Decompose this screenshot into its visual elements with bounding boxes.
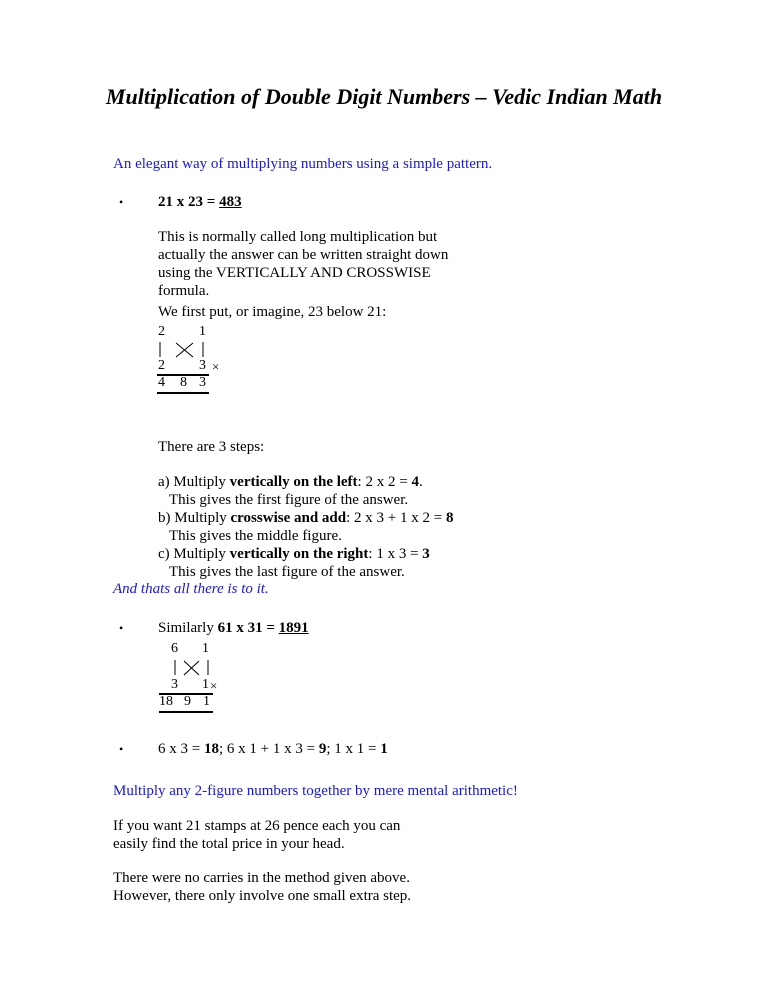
example1-equation [158,193,242,211]
example1-setup-text: We first put, or imagine, 23 below 21: [158,304,387,320]
step-a [158,473,453,491]
paragraph-line: easily find the total price in your head. [113,836,345,852]
paragraph-line: This is normally called long multiplication but [158,229,438,245]
step-bold: vertically on the left [229,474,358,490]
example2-result: 1891 [278,620,309,636]
step-b [158,509,453,527]
intro-text: An elegant way of multiplying numbers using a simple pattern. [113,156,493,172]
thats-all-text: And thats all there is to it. [113,581,269,597]
calc-result: 9 [318,741,327,757]
bullet: • [119,621,124,635]
example2-prefix: Similarly [158,620,218,636]
step-bold: crosswise and add [230,510,347,526]
vertical-crosswise-lines [156,341,210,359]
step-text: : 2 x 3 + 1 x 2 = [346,510,446,526]
diagram-top-right: 1 [202,641,209,656]
diagram-rule [159,711,213,713]
example1-paragraph [158,228,448,300]
mental-arithmetic-text: Multiply any 2-figure numbers together by mere mental arithmetic! [113,783,518,799]
step-text: : 1 x 3 = [368,546,423,562]
example1-eq-text: 21 x 23 = [158,194,220,210]
bullet: • [119,195,124,209]
step-b-note: This gives the middle figure. [169,528,342,544]
step-text: : 2 x 2 = [357,474,412,490]
calc-text: ; 6 x 1 + 1 x 3 = [218,741,319,757]
example3-line [158,740,388,758]
diagram-bottom-right: 3 [199,358,206,373]
step-a-note: This gives the first figure of the answer. [169,492,409,508]
answer-digit: 9 [184,694,191,709]
step-text: . [418,474,423,490]
diagram-top-left: 6 [171,641,178,656]
step-c [158,545,453,563]
answer-digit: 1 [203,694,210,709]
step-result: 4 [411,474,419,490]
answer-digit: 8 [180,375,187,390]
calc-result: 18 [203,741,219,757]
carries-paragraph [113,869,411,905]
diagram-top-right: 1 [199,324,206,339]
steps-list [158,473,453,581]
example1-result: 483 [219,194,242,210]
step-bold: vertically on the right [229,546,369,562]
paragraph-line: using the VERTICALLY AND CROSSWISE [158,265,431,281]
paragraph-line: There were no carries in the method given above. [113,870,410,886]
example2-equation [158,619,309,637]
paragraph-line: However, there only involve one small extra step. [113,888,412,904]
steps-intro: There are 3 steps: [158,439,265,455]
diagram-top-left: 2 [158,324,165,339]
page-title: Multiplication of Double Digit Numbers – Vedic Indian Math [105,84,663,109]
vertical-crosswise-lines [166,659,214,677]
answer-digit: 4 [158,375,165,390]
diagram-bottom-left: 3 [171,677,178,692]
stamps-paragraph [113,817,400,853]
answer-digit: 18 [159,694,173,709]
step-text: c) Multiply [158,546,230,562]
paragraph-line: actually the answer can be written straight down [158,247,449,263]
calc-text: 6 x 3 = [158,741,204,757]
diagram-bottom-right: 1 [202,677,209,692]
example2-eq-text: 61 x 31 = [217,620,279,636]
paragraph-line: formula. [158,283,210,299]
calc-result: 1 [380,741,388,757]
diagram-rule [157,392,209,394]
step-text: a) Multiply [158,474,230,490]
paragraph-line: If you want 21 stamps at 26 pence each you can [113,818,401,834]
calc-text: ; 1 x 1 = [326,741,381,757]
diagram-bottom-left: 2 [158,358,165,373]
step-c-note: This gives the last figure of the answer. [169,564,405,580]
step-result: 8 [445,510,454,526]
bullet: • [119,742,124,756]
multiply-symbol: × [210,678,218,693]
answer-digit: 3 [199,375,206,390]
multiply-symbol: × [212,359,220,374]
step-result: 3 [422,546,430,562]
step-text: b) Multiply [158,510,231,526]
